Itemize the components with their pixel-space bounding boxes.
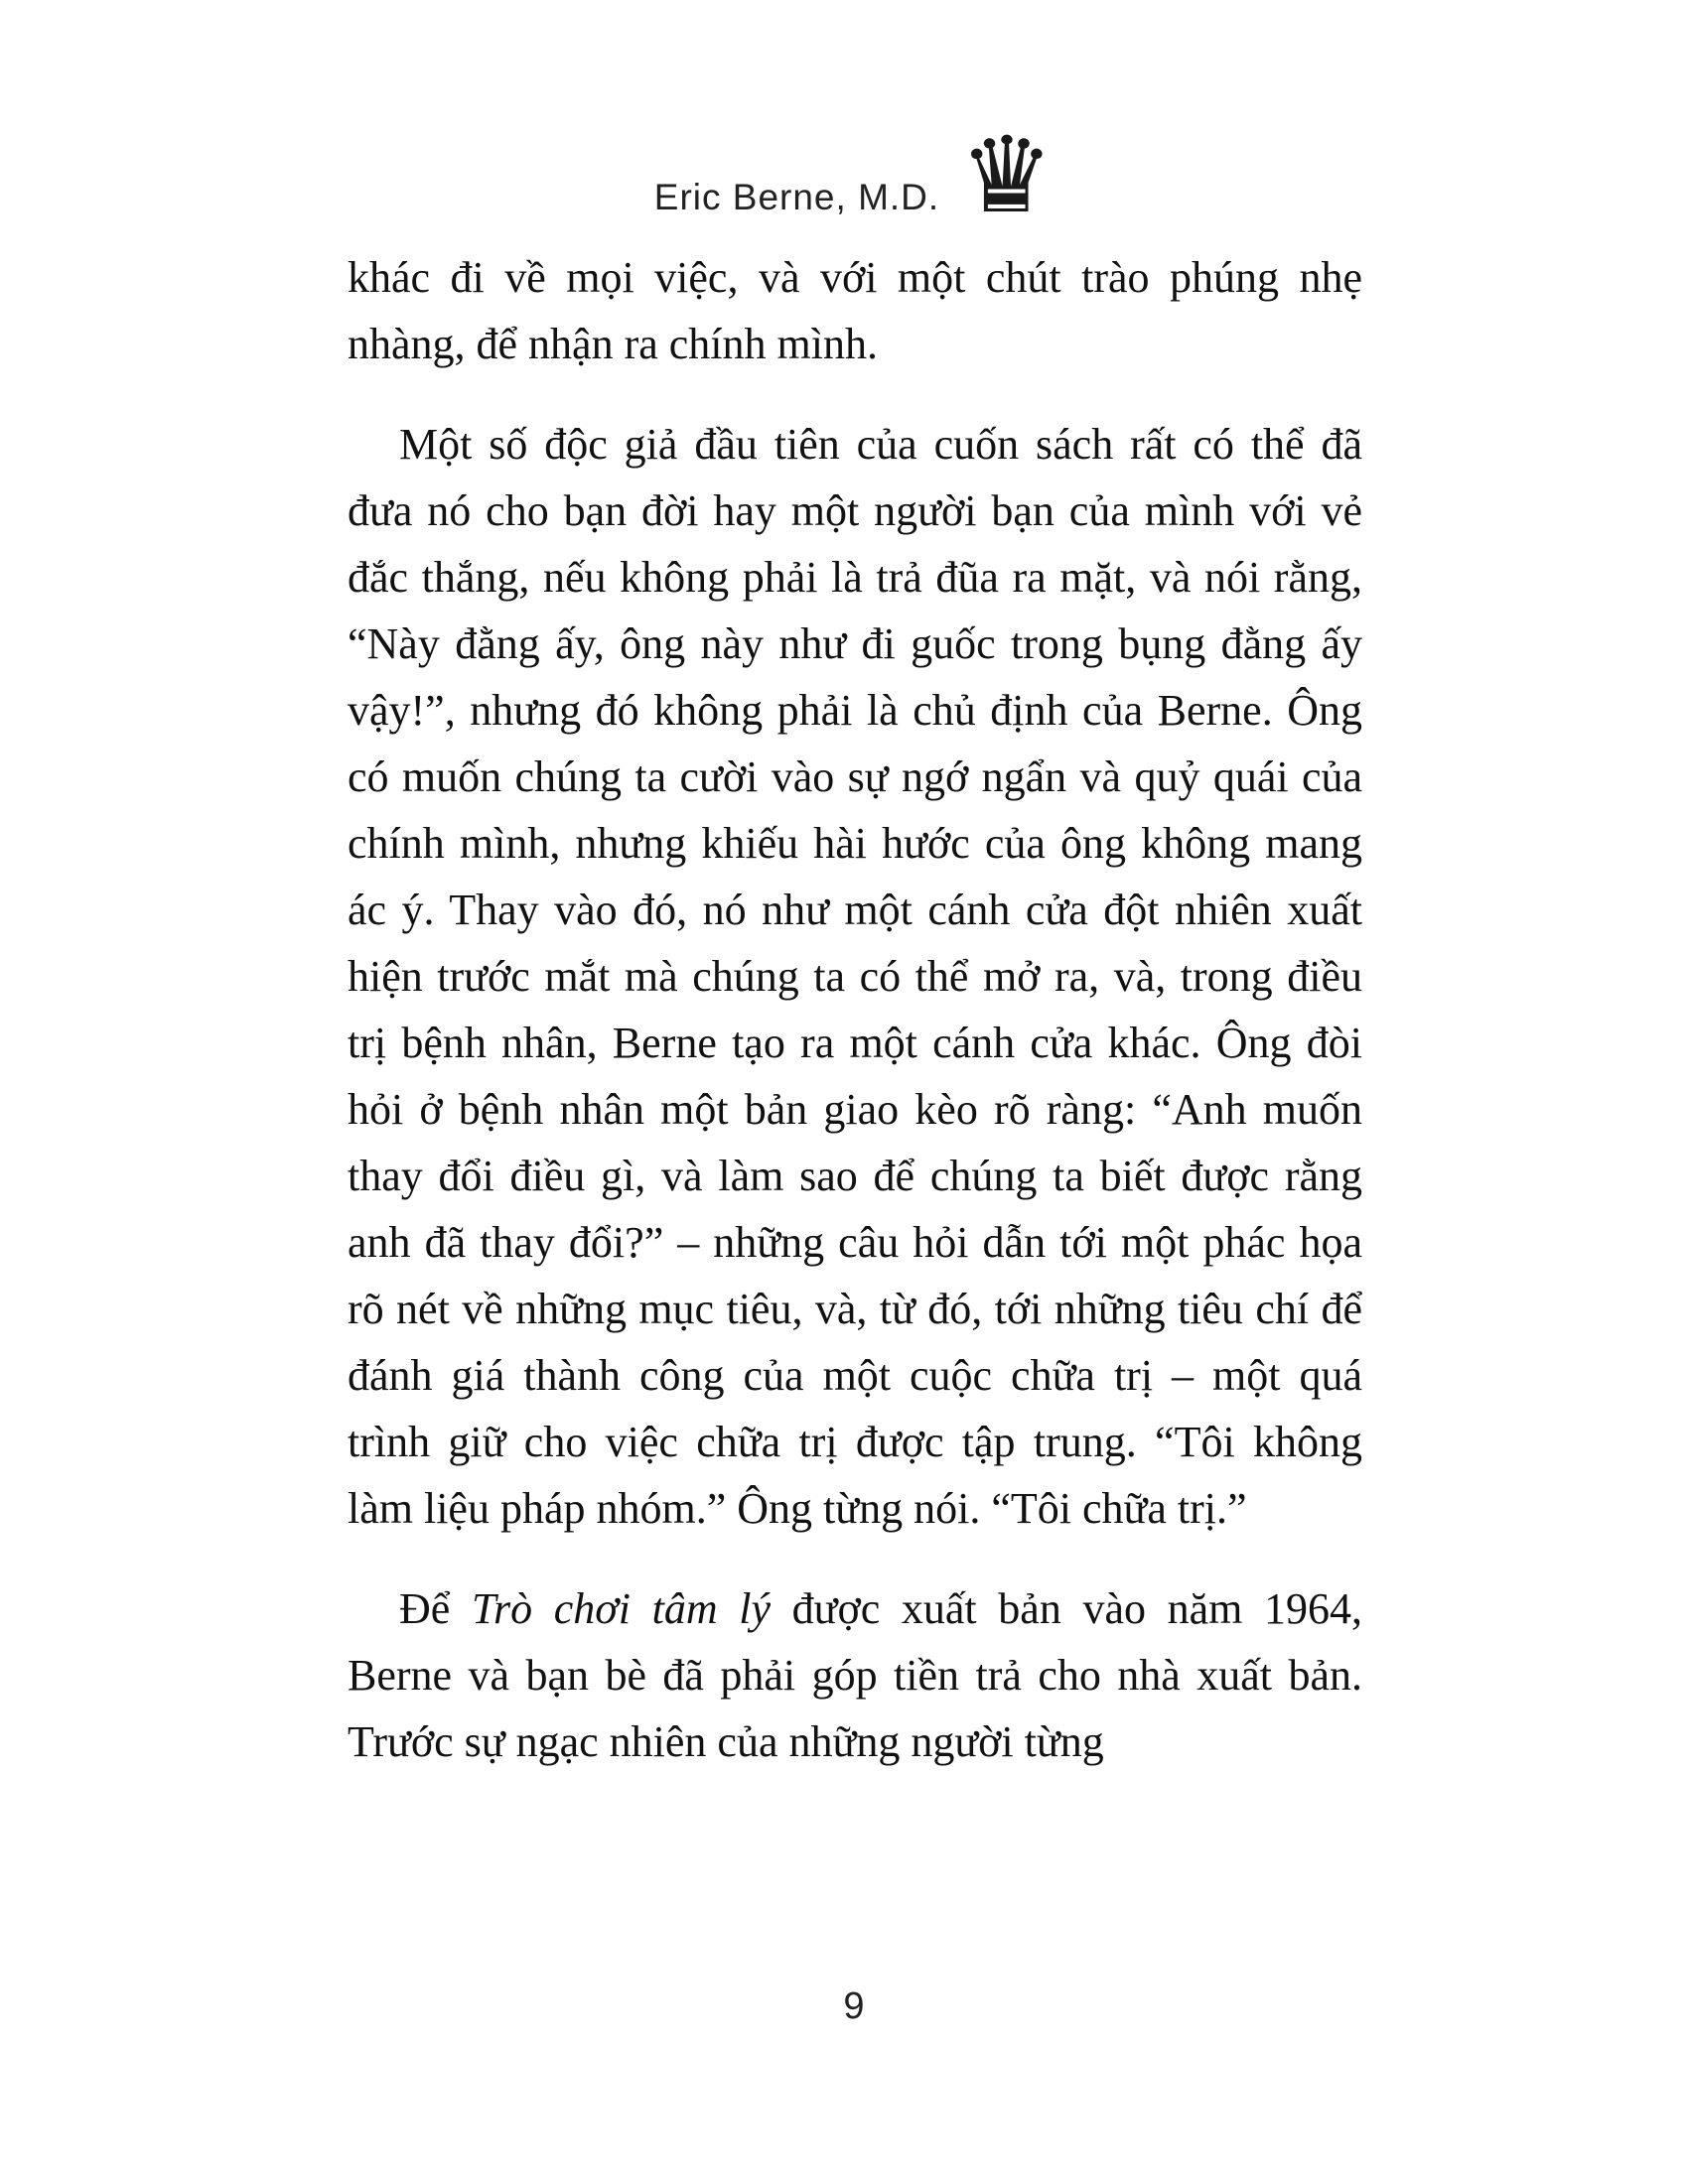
paragraph-text: Để	[399, 1584, 472, 1633]
running-header	[348, 89, 1360, 236]
book-title-italic: Trò chơi tâm lý	[471, 1584, 771, 1633]
paragraph	[348, 411, 1362, 1542]
paragraph	[348, 1575, 1362, 1775]
paragraph-text: khác đi về mọi việc, và với một chút trào phúng nhẹ nhàng, để nhận ra chính mình.	[348, 253, 1362, 368]
running-header-author: Eric Berne, M.D.	[653, 177, 940, 217]
chess-queen-icon: ♛	[959, 114, 1055, 236]
body-text	[348, 244, 1362, 1775]
page-number: 9	[843, 1985, 865, 2027]
paragraph-text: Một số độc giả đầu tiên của cuốn sách rất có thể đã đưa nó cho bạn đời hay một người bạn của mình với vẻ đắc thắng, nếu không phải là trả đũa ra mặt, và nói rằng, “Này đằng ấy, ông này như đi guốc trong bụng đằng ấy vậy!”, nhưng đó không phải là chủ định của Berne. Ông có muốn chúng ta cười vào sự ngớ ngẩn và quỷ quái của chính mình, nhưng khiếu hài hước của ông không mang ác ý. Thay vào đó, nó như một cánh cửa đột nhiên xuất hiện trước mắt mà chúng ta có thể mở ra, và, trong điều trị bệnh nhân, Berne tạo ra một cánh cửa khác. Ông đòi hỏi ở bệnh nhân một bản giao kèo rõ ràng: “Anh muốn thay đổi điều gì, và làm sao để chúng ta biết được rằng anh đã thay đổi?” – những câu hỏi dẫn tới một phác họa rõ nét về những mục tiêu, và, từ đó, tới những tiêu chí để đánh giá thành công của một cuộc chữa trị – một quá trình giữ cho việc chữa trị được tập trung. “Tôi không làm liệu pháp nhóm.” Ông từng nói. “Tôi chữa trị.”	[348, 420, 1362, 1533]
paragraph-continuation	[348, 244, 1362, 377]
paragraph-text: được xuất bản vào năm 1964, Berne và bạn bè đã phải góp tiền trả cho nhà xuất bản. Trước sự ngạc nhiên của những người từng	[348, 1584, 1362, 1766]
